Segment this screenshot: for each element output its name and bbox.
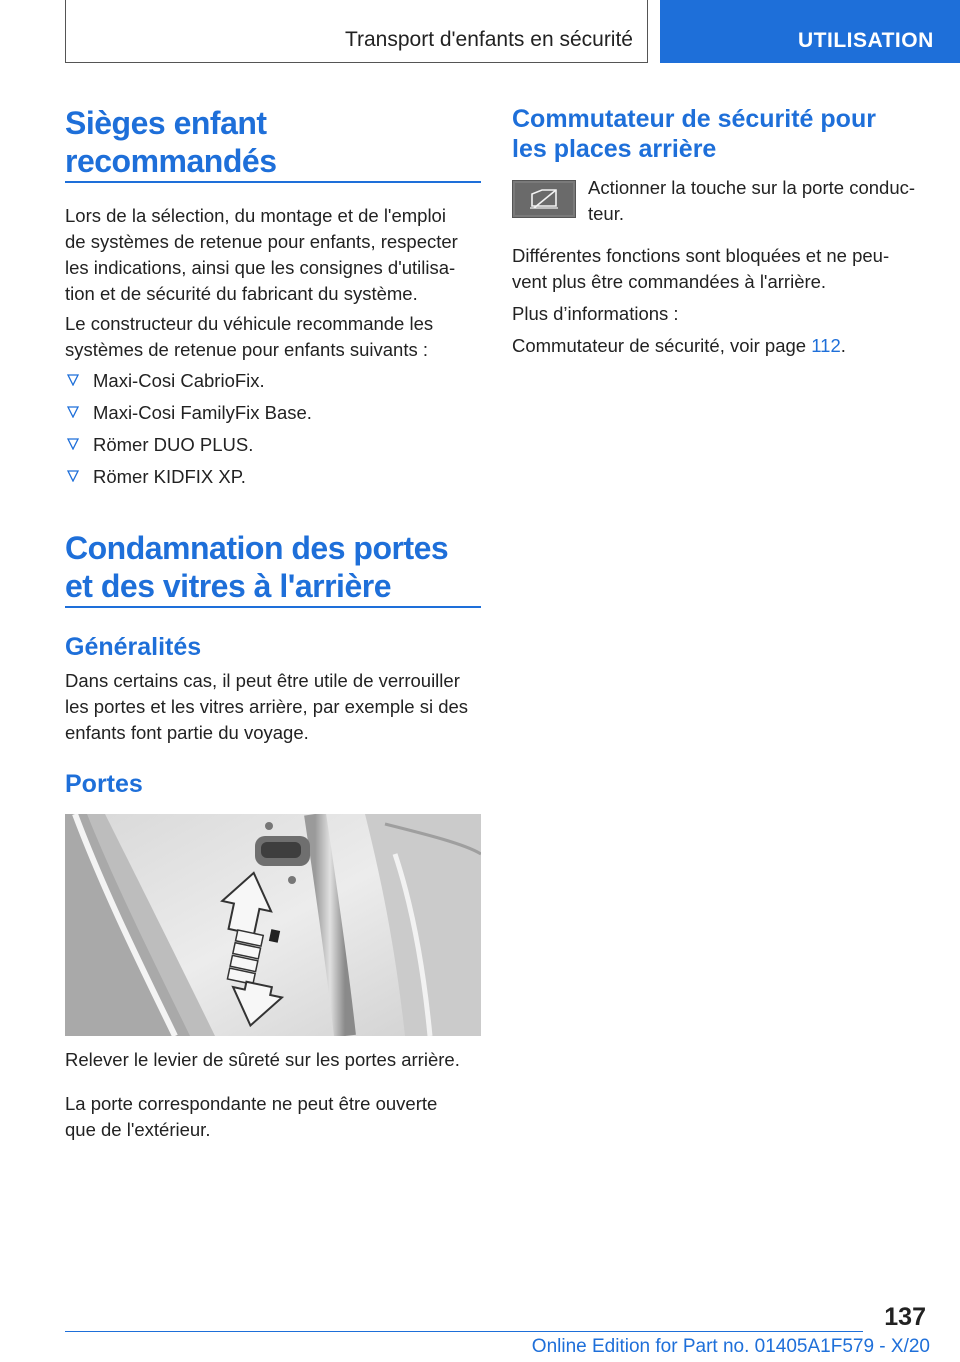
- triangle-bullet-icon: [67, 438, 79, 450]
- caption-lever: Relever le levier de sûreté sur les portes arrière.: [65, 1049, 460, 1070]
- section-rule: [65, 181, 481, 183]
- section-tab[interactable]: [660, 0, 960, 63]
- section-title-child-seats: Sièges enfant recommandés: [65, 105, 277, 179]
- section-title-safety-switch: Commutateur de sécurité pour les places arrière: [512, 105, 876, 163]
- edition-footer: Online Edition for Part no. 01405A1F579 - X/20: [531, 1336, 930, 1357]
- triangle-bullet-icon: [67, 406, 79, 418]
- footer-rule: [65, 1331, 863, 1332]
- paragraph-see-page: Commutateur de sécurité, voir page 112.: [512, 335, 846, 356]
- window-lock-switch-icon: [512, 180, 576, 218]
- chapter-title: Transport d'enfants en sécurité: [344, 28, 633, 51]
- paragraph-more-info: Plus d’informations :: [512, 303, 679, 324]
- section-title-door-lock: Condamnation des portes et des vitres à l'arrière: [65, 530, 449, 604]
- paragraph-selection: Lors de la sélection, du montage et de l'emploi de systèmes de retenue pour enfants, respecter les indications, ainsi que les consignes d'utilisa‐ tion et de sécurité du fabricant du système.: [65, 205, 458, 304]
- paragraph-recommend: Le constructeur du véhicule recommande les systèmes de retenue pour enfants suivants :: [65, 313, 434, 360]
- header-title-box: [65, 0, 648, 63]
- paragraph-general: Dans certains cas, il peut être utile de verrouiller les portes et les vitres arrière, par exemple si des enfants font partie du voyage.: [65, 670, 469, 743]
- paragraph-functions: Différentes fonctions sont bloquées et ne peu‐ vent plus être commandées à l'arrière.: [512, 245, 890, 292]
- subheading-doors: Portes: [65, 770, 143, 798]
- caption-outside: La porte correspondante ne peut être ouverte que de l'extérieur.: [65, 1093, 438, 1140]
- section-tab-label: UTILISATION: [798, 29, 934, 52]
- page-number: 137: [884, 1303, 926, 1331]
- page-link[interactable]: 112: [811, 335, 841, 356]
- triangle-bullet-icon: [67, 374, 79, 386]
- switch-instruction: Actionner la touche sur la porte conduc‐ teur.: [588, 177, 916, 224]
- section-rule: [65, 606, 481, 608]
- subheading-general: Généralités: [65, 633, 202, 661]
- door-child-lock-illustration: [65, 814, 481, 1036]
- triangle-bullet-icon: [67, 470, 79, 482]
